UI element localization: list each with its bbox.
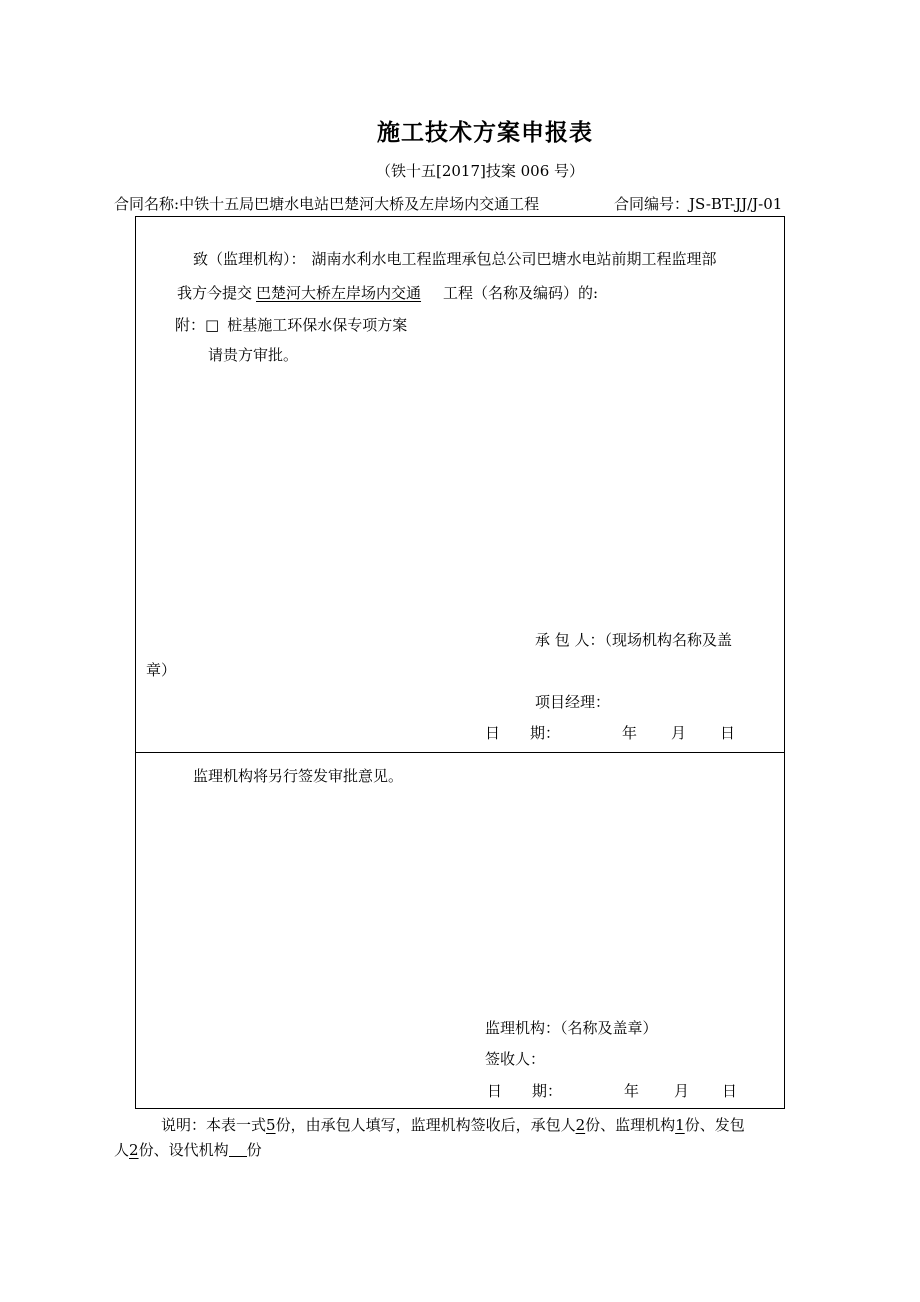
contractor-label-continued: 章） bbox=[146, 661, 177, 679]
date-day-2: 日 bbox=[722, 1082, 738, 1100]
document-number: （铁十五[2017]技案 006 号） bbox=[375, 162, 585, 180]
date-year-2: 年 bbox=[624, 1082, 640, 1100]
date-month: 月 bbox=[671, 724, 687, 742]
contract-name-value: 中铁十五局巴塘水电站巴楚河大桥及左岸场内交通工程 bbox=[179, 195, 540, 213]
contract-number-value: JS-BT-JJ/J-01 bbox=[689, 195, 783, 213]
contract-name-label: 合同名称: bbox=[114, 195, 180, 213]
note-copies-total: 5 bbox=[266, 1116, 276, 1134]
note-text: 份 bbox=[246, 1141, 262, 1159]
page-title: 施工技术方案申报表 bbox=[377, 119, 593, 146]
attachment-label: 附： bbox=[175, 316, 206, 334]
note-text: 份、监理机构 bbox=[585, 1116, 676, 1134]
contractor-label: 承 包 人：（现场机构名称及盖 bbox=[535, 631, 733, 649]
supervisor-opinion: 监理机构将另行签发审批意见。 bbox=[193, 767, 404, 785]
submission-line bbox=[177, 282, 598, 303]
note-text: 份，由承包人填写，监理机构签收后，承包人 bbox=[275, 1116, 576, 1134]
contract-number-line bbox=[614, 193, 782, 214]
date-label-2: 日 期： bbox=[487, 1082, 563, 1100]
note-line-1 bbox=[161, 1114, 745, 1135]
receiver-label: 签收人： bbox=[485, 1050, 546, 1068]
attachment-item: 桩基施工环保水保专项方案 bbox=[227, 316, 408, 334]
note-copies-contractor: 2 bbox=[575, 1116, 586, 1134]
submission-prefix: 我方今提交 bbox=[177, 284, 253, 302]
note-copies-agency: 1 bbox=[675, 1116, 685, 1134]
date-label: 日 期： bbox=[485, 724, 561, 742]
attachment-checkbox[interactable]: □ bbox=[205, 316, 220, 334]
recipient-line bbox=[193, 248, 717, 269]
submission-project: 巴楚河大桥左岸场内交通 bbox=[256, 284, 422, 302]
date-month-2: 月 bbox=[674, 1082, 690, 1100]
recipient-value: 湖南水利水电工程监理承包总公司巴塘水电站前期工程监理部 bbox=[311, 250, 717, 268]
recipient-label: 致（监理机构）： bbox=[193, 250, 306, 268]
request-text: 请贵方审批。 bbox=[208, 346, 299, 364]
note-text: 说明：本表一式 bbox=[161, 1116, 267, 1134]
contract-number-label: 合同编号： bbox=[614, 195, 690, 213]
note-blank bbox=[229, 1142, 247, 1157]
note-text: 份、设代机构 bbox=[138, 1141, 229, 1159]
submission-suffix: 工程（名称及编码）的: bbox=[443, 284, 599, 302]
note-text: 份、发包 bbox=[684, 1116, 745, 1134]
contract-name-line bbox=[114, 193, 539, 214]
date-day: 日 bbox=[720, 724, 736, 742]
supervision-agency-label: 监理机构：（名称及盖章） bbox=[485, 1019, 658, 1037]
project-manager-label: 项目经理： bbox=[535, 693, 611, 711]
note-text: 人 bbox=[114, 1141, 130, 1159]
note-copies-owner: 2 bbox=[129, 1141, 139, 1159]
section-divider bbox=[135, 752, 785, 753]
attachment-line bbox=[175, 314, 407, 335]
date-year: 年 bbox=[622, 724, 638, 742]
note-line-2 bbox=[114, 1139, 262, 1160]
